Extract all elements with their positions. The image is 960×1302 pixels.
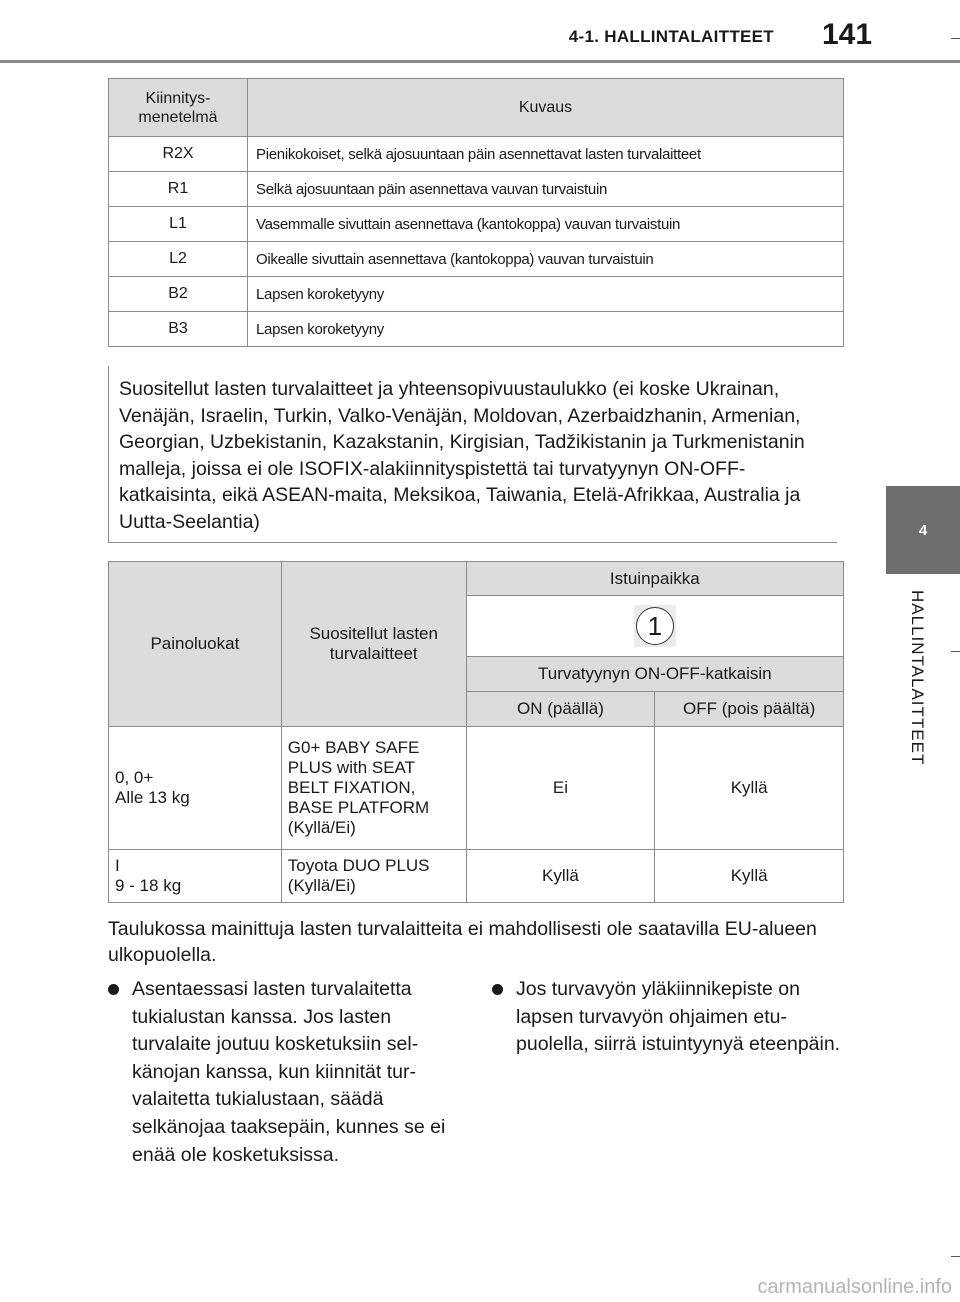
fixing-code: R1 — [109, 172, 248, 207]
weight-class-label: I 9 - 18 kg — [115, 856, 182, 895]
table-row — [109, 312, 844, 347]
page-header — [0, 0, 960, 62]
section-title: 4-1. HALLINTALAITTEET — [568, 27, 774, 46]
bullet-text: Jos turvavyön yläkiinnikepiste on lapsen turvavyön ohjaimen etu-puolella, siirrä istuintyynyä eteenpäin. — [516, 978, 841, 1056]
fixing-description: Lapsen koroketyyny — [248, 277, 844, 312]
recommended-seat — [281, 850, 466, 903]
table-row — [109, 277, 844, 312]
fixing-description: Lapsen koroketyyny — [248, 312, 844, 347]
header-seat-position: Istuinpaikka — [466, 562, 843, 596]
seat-1-icon — [634, 605, 676, 647]
bullet-dot-icon — [108, 984, 119, 995]
table-header-row — [109, 562, 844, 596]
header-off: OFF (pois päältä) — [655, 692, 844, 727]
bullet-text: Asentaessasi lasten turvalaitetta tukialustan kanssa. Jos lasten turvalaite joutuu kosketuksiin sel-känojan kanssa, kun kiinnität tur-valaitetta tukialustaan, säädä selkänojaa taaksepäin, kunnes se ei enää ole kosketuksissa. — [132, 978, 446, 1166]
fixing-description: Oikealle sivuttain asennettava (kantokoppa) vauvan turvaistuin — [248, 242, 844, 277]
fixing-description: Selkä ajosuuntaan päin asennettava vauvan turvaistuin — [248, 172, 844, 207]
table-header-row — [109, 79, 844, 137]
compatibility-table — [108, 561, 844, 903]
header-airbag-switch: Turvatyynyn ON-OFF-katkaisin — [466, 657, 843, 692]
weight-class — [109, 727, 282, 850]
header-weight-class: Painoluokat — [109, 562, 282, 727]
airbag-off-value: Kyllä — [655, 850, 844, 903]
bullet-dot-icon — [492, 984, 503, 995]
fixing-code: B2 — [109, 277, 248, 312]
table-row — [109, 727, 844, 850]
table-row — [109, 242, 844, 277]
recommended-seat-label: G0+ BABY SAFE PLUS with SEAT BELT FIXATION, BASE PLATFORM (Kyllä/Ei) — [287, 738, 430, 837]
compatibility-note — [108, 366, 837, 543]
fixing-code: L2 — [109, 242, 248, 277]
compatibility-note-text: Suositellut lasten turvalaitteet ja yhteensopivuustaulukko (ei koske Ukrainan, Venäjän, Israelin, Turkin, Valko-Venäjän, Moldovan, Azerbaidzhanin, Armenian, Georgian, Uzbekistanin, Kazakstanin, Kirgisian, Tadžikistanin ja Turkmenistanin malleja, joissa ei ole ISOFIX-alakiinnityspistettä tai turvatyynyn ON-OFF-katkaisinta, eikä ASEAN-maita, Meksikoa, Taiwania, Etelä-Afrikkaa, Australia ja Uutta-Seelantia) — [119, 378, 805, 533]
watermark: carmanualsonline.info — [757, 1276, 952, 1298]
recommended-seat — [281, 727, 466, 850]
weight-class-label: 0, 0+ Alle 13 kg — [115, 768, 190, 807]
crop-mark — [951, 651, 960, 652]
page-number: 141 — [822, 18, 873, 51]
seat-number: 1 — [636, 607, 674, 645]
table-row — [109, 137, 844, 172]
fixing-code: L1 — [109, 207, 248, 242]
bullet-item — [108, 976, 458, 1166]
chapter-tab — [886, 486, 960, 574]
seat-number-cell — [466, 596, 843, 657]
availability-footnote: Taulukossa mainittuja lasten turvalaitteita ei mahdollisesti ole saatavilla EU-alueen ulkopuolella. — [108, 918, 817, 966]
airbag-off-value: Kyllä — [655, 727, 844, 850]
fixing-code: R2X — [109, 137, 248, 172]
header-rule — [0, 60, 960, 63]
table-row — [109, 850, 844, 903]
airbag-on-value: Ei — [466, 727, 655, 850]
header-on: ON (päällä) — [466, 692, 655, 727]
fixing-method-table — [108, 78, 844, 347]
header-description: Kuvaus — [248, 79, 844, 137]
table-row — [109, 172, 844, 207]
chapter-number: 4 — [918, 521, 928, 539]
table-row — [109, 207, 844, 242]
header-fixing-method-label: Kiinnitys- menetelmä — [138, 89, 218, 126]
crop-mark — [951, 38, 960, 39]
crop-mark — [951, 1256, 960, 1257]
chapter-label: HALLINTALAITTEET — [908, 590, 927, 766]
weight-class — [109, 850, 282, 903]
fixing-description: Pienikokoiset, selkä ajosuuntaan päin asennettavat lasten turvalaitteet — [248, 137, 844, 172]
bullet-item — [492, 976, 842, 1096]
recommended-seat-label: Toyota DUO PLUS (Kyllä/Ei) — [287, 856, 430, 895]
airbag-on-value: Kyllä — [466, 850, 655, 903]
fixing-description: Vasemmalle sivuttain asennettava (kantokoppa) vauvan turvaistuin — [248, 207, 844, 242]
header-recommended — [281, 562, 466, 727]
header-recommended-label: Suositellut lasten turvalaitteet — [309, 624, 438, 663]
header-fixing-method — [109, 79, 248, 137]
fixing-code: B3 — [109, 312, 248, 347]
